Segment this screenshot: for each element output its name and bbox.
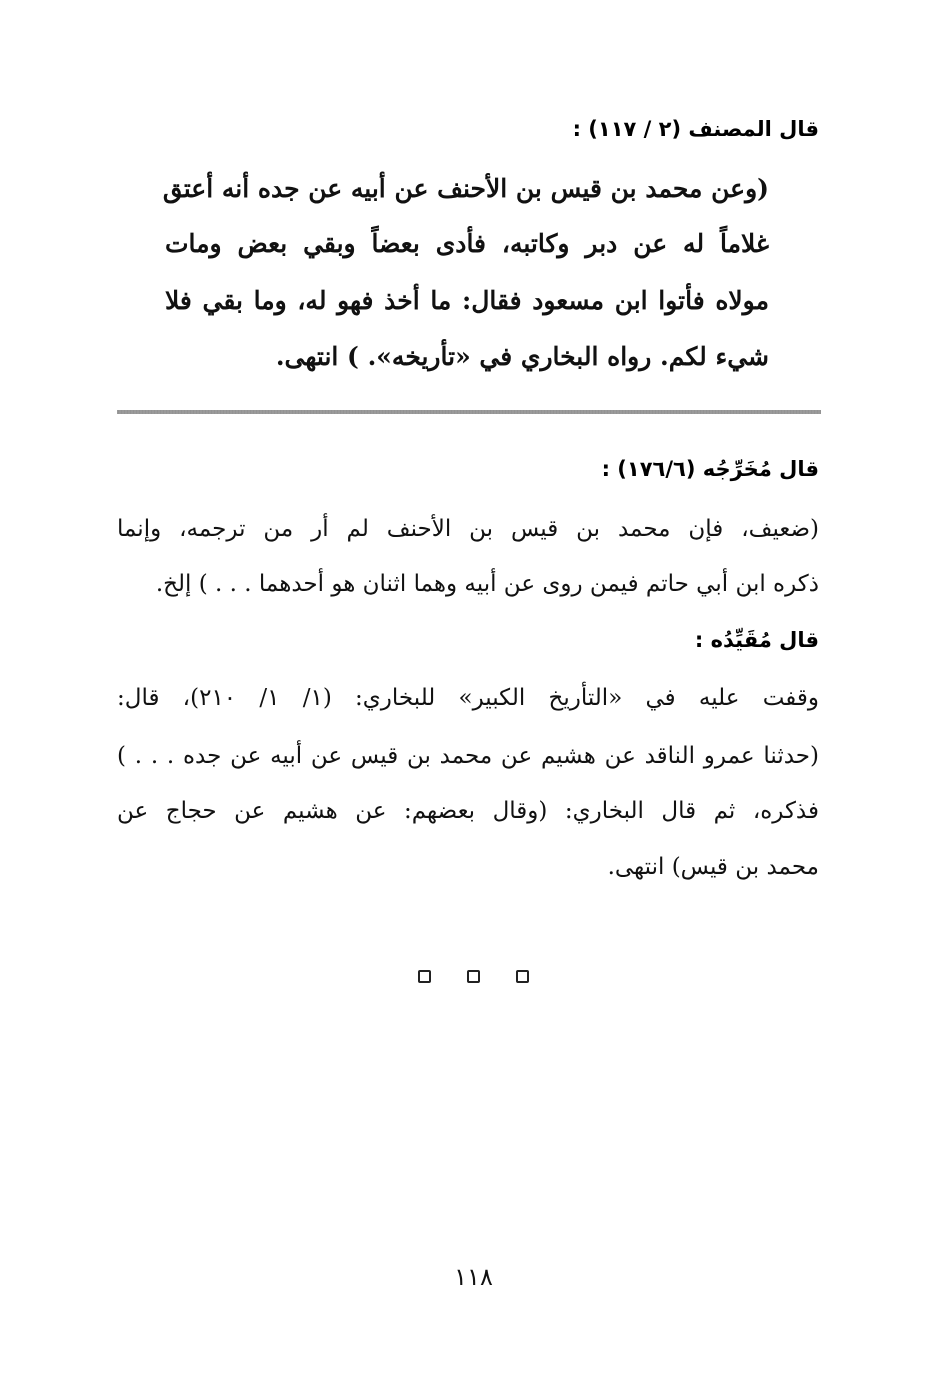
quote-line-2: غلاماً له عن دبر وكاتبه، فأدى بعضاً وبقي بعض ومات bbox=[165, 229, 769, 258]
takhrij-line-1: (ضعيف، فإن محمد بن قيس بن الأحنف لم أر من ترجمه، وإنما bbox=[117, 516, 819, 542]
quote-line-4: شيء لكم. رواه البخاري في «تأريخه». ) انتهى. bbox=[275, 342, 769, 371]
section-end-ornament bbox=[0, 970, 947, 983]
section-divider bbox=[117, 410, 821, 414]
quote-line-3: مولاه فأتوا ابن مسعود فقال: ما أخذ فهو له، وما بقي فلا bbox=[165, 286, 769, 315]
square-ornament-icon bbox=[418, 970, 431, 983]
muqayyid-line-4: محمد بن قيس) انتهى. bbox=[607, 854, 819, 880]
takhrij-line-2: ذكره ابن أبي حاتم فيمن روى عن أبيه وهما اثنان هو أحدهما . . . ) إلخ. bbox=[155, 571, 819, 597]
section-heading-author: قال المصنف (٢ / ١١٧) : bbox=[572, 117, 819, 141]
page-number: ١١٨ bbox=[454, 1263, 493, 1291]
muqayyid-line-3: فذكره، ثم قال البخاري: (وقال بعضهم: عن هشيم عن حجاج عن bbox=[117, 798, 819, 824]
square-ornament-icon bbox=[467, 970, 480, 983]
section-heading-muqayyid: قال مُقَيِّدُه : bbox=[694, 628, 819, 652]
square-ornament-icon bbox=[516, 970, 529, 983]
section-heading-takhrij: قال مُخَرِّجُه (١٧٦/٦) : bbox=[601, 457, 819, 481]
muqayyid-line-2: (حدثنا عمرو الناقد عن هشيم عن محمد بن قيس عن أبيه عن جده . . . ) bbox=[117, 743, 819, 769]
quote-line-1: (وعن محمد بن قيس بن الأحنف عن أبيه عن جده أنه أعتق bbox=[162, 174, 769, 203]
muqayyid-line-1: وقفت عليه في «التأريخ الكبير» للبخاري: (١/ ١/ ٢١٠)، قال: bbox=[117, 685, 820, 711]
